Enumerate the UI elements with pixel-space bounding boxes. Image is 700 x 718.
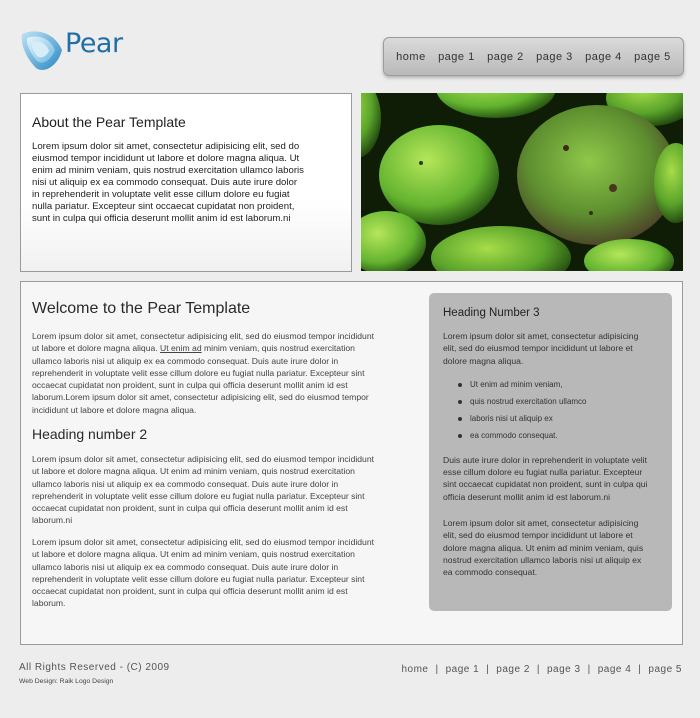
footer-nav-page-3[interactable]: page 3 xyxy=(547,664,581,675)
footer-separator: | xyxy=(536,664,540,675)
welcome-paragraph-text-end: minim veniam, quis nostrud exercitation ullamco laboris nisi ut aliquip ex ea commodo consequat. Duis aute irure dolor in reprehenderit in voluptate velit esse cillum dolore eu fugiat nulla pariatur. Excepteur sint occaecat cupidatat non proident, sunt in culpa qui officia deserunt mollit anim id est laborum.Lorem ipsum dolor sit amet, consectetur adipisicing elit, sed do eiusmod tempor incididunt ut labore et dolore magna aliqua. xyxy=(32,343,369,415)
design-credit: Web Design: Raik Logo Design xyxy=(19,678,114,685)
sidebar-paragraph-1: Lorem ipsum dolor sit amet, consectetur adipisicing elit, sed do eiusmod tempor incididunt ut labore et dolore magna aliqua. xyxy=(443,331,639,366)
sidebar-list xyxy=(470,376,662,444)
sidebar-paragraph-2: Duis aute irure dolor in reprehenderit in voluptate velit esse cillum dolore eu fugiat nulla pariatur. Excepteur sint occaecat cupidatat non proident, sunt in culpa qui officia deserunt mollit anim id est laborum.ni xyxy=(443,454,648,502)
about-title: About the Pear Template xyxy=(32,114,186,130)
section-2-paragraph-1: Lorem ipsum dolor sit amet, consectetur adipisicing elit, sed do eiusmod tempor incididunt ut labore et dolore magna aliqua. Ut enim ad minim veniam, quis nostrud exercitation ullamco laboris nisi ut aliquip ex ea commodo consequat. Duis aute irure dolor in reprehenderit in voluptate velit esse cillum dolore eu fugiat nulla pariatur. Excepteur sint occaecat cupidatat non proident, sunt in culpa qui officia deserunt mollit anim id est laborum.ni xyxy=(32,454,375,526)
list-item: ea commodo consequat. xyxy=(470,427,662,444)
heading-number-2: Heading number 2 xyxy=(32,426,148,442)
header-fruit-image xyxy=(361,93,683,271)
nav-page-3[interactable]: page 3 xyxy=(536,50,573,63)
inline-underlined-text: Ut enim ad xyxy=(160,343,202,354)
footer-separator: | xyxy=(638,664,642,675)
sidebar-heading: Heading Number 3 xyxy=(443,307,540,319)
about-box xyxy=(20,93,352,272)
nav-home[interactable]: home xyxy=(396,50,426,63)
nav-page-2[interactable]: page 2 xyxy=(487,50,524,63)
main-navigation xyxy=(383,37,684,76)
nav-page-1[interactable]: page 1 xyxy=(438,50,475,63)
footer-separator: | xyxy=(587,664,591,675)
footer-nav-page-1[interactable]: page 1 xyxy=(445,664,480,675)
footer-navigation xyxy=(401,664,682,675)
welcome-heading: Welcome to the Pear Template xyxy=(32,300,251,317)
welcome-paragraph xyxy=(32,330,382,416)
footer-separator: | xyxy=(486,664,490,675)
main-content-panel xyxy=(20,281,683,645)
section-2-paragraph-2: Lorem ipsum dolor sit amet, consectetur adipisicing elit, sed do eiusmod tempor incididunt ut labore et dolore magna aliqua. Ut enim ad minim veniam, quis nostrud exercitation ullamco laboris nisi ut aliquip ex ea commodo consequat. Duis aute irure dolor in reprehenderit in voluptate velit esse cillum dolore eu fugiat nulla pariatur. Excepteur sint occaecat cupidatat non proident, sunt in culpa qui officia deserunt mollit anim id est laborum. xyxy=(32,537,375,609)
fruit-photo-graphic xyxy=(361,93,683,271)
footer-nav-home[interactable]: home xyxy=(401,664,429,675)
copyright-text: All Rights Reserved - (C) 2009 xyxy=(19,662,170,673)
welcome-paragraph-text-start: Lorem ipsum dolor sit amet, consectetur adipisicing elit, sed do eiusmod tempor incididunt ut labore et dolore magna aliqua. xyxy=(32,331,375,354)
list-item: laboris nisi ut aliquip ex xyxy=(470,410,662,427)
footer-separator: | xyxy=(435,664,439,675)
about-text: Lorem ipsum dolor sit amet, consectetur adipisicing elit, sed do eiusmod tempor incididunt ut labore et dolore magna aliqua. Ut enim ad minim veniam, quis nostrud exercitation ullamco laboris nisi ut aliquip ex ea commodo consequat. Duis aute irure dolor in reprehenderit in voluptate velit esse cillum dolore eu fugiat nulla pariatur. Excepteur sint occaecat cupidatat non proident, sunt in culpa qui officia deserunt mollit anim id est laborum.ni xyxy=(32,141,304,224)
nav-page-4[interactable]: page 4 xyxy=(585,50,622,63)
list-item: Ut enim ad minim veniam, xyxy=(470,376,662,393)
list-item: quis nostrud exercitation ullamco xyxy=(470,393,662,410)
logo-text: Pear xyxy=(65,28,123,59)
footer-nav-page-5[interactable]: page 5 xyxy=(648,664,682,675)
site-logo[interactable] xyxy=(18,26,138,78)
sidebar-panel xyxy=(429,293,672,611)
pear-logo-icon xyxy=(18,28,64,74)
nav-page-5[interactable]: page 5 xyxy=(634,50,671,63)
footer-nav-page-2[interactable]: page 2 xyxy=(496,664,530,675)
footer-nav-page-4[interactable]: page 4 xyxy=(597,664,632,675)
sidebar-paragraph-3: Lorem ipsum dolor sit amet, consectetur adipisicing elit, sed do eiusmod tempor incididunt ut labore et dolore magna aliqua. Ut enim ad minim veniam, quis nostrud exercitation ullamco laboris nisi ut aliquip ex ea commodo consequat. xyxy=(443,518,644,578)
